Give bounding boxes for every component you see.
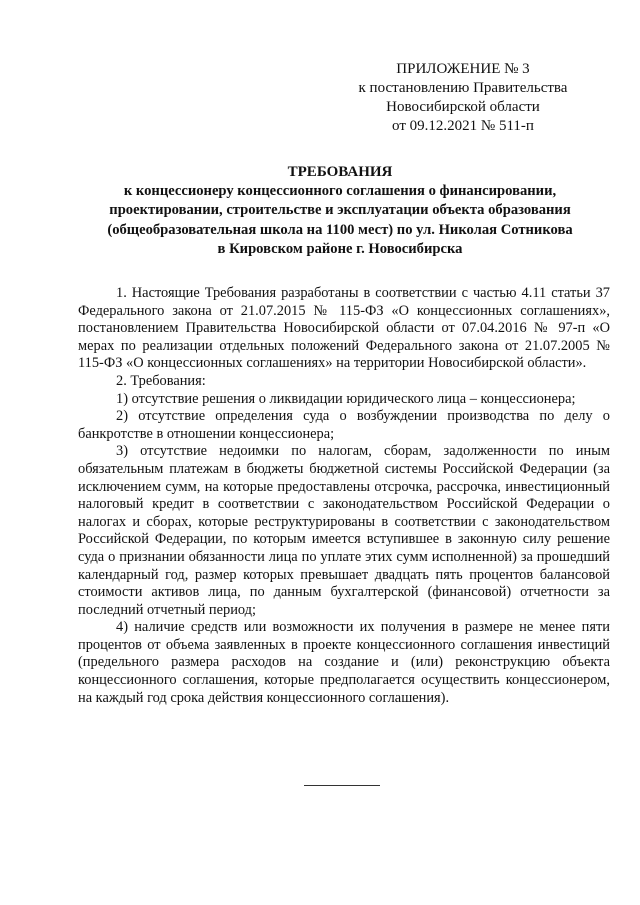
document-body	[78, 285, 610, 707]
end-divider	[304, 785, 380, 786]
title-line: в Кировском районе г. Новосибирска	[217, 240, 463, 257]
requirement-item-2: 2) отсутствие определения суда о возбуждении производства по делу о банкротстве в отношении концессионера;	[78, 408, 610, 442]
title-line: (общеобразовательная школа на 1100 мест) по ул. Николая Сотникова	[107, 221, 573, 238]
appendix-date: от 09.12.2021 № 511-п	[392, 118, 534, 134]
requirement-item-4: 4) наличие средств или возможности их получения в размере не менее пяти процентов от объема заявленных в проекте концессионного соглашения инвестиций (предельного размера расходов на создание и (или) реконструкцию объекта концессионного соглашения, которые предполагается осуществить концессионером, на каждый год срока действия концессионного соглашения).	[78, 619, 610, 706]
document-title	[70, 163, 610, 259]
title-heading: ТРЕБОВАНИЯ	[287, 164, 393, 180]
appendix-number: ПРИЛОЖЕНИЕ № 3	[396, 61, 530, 77]
paragraph-legal-basis: 1. Настоящие Требования разработаны в соответствии с частью 4.11 статьи 37 Федерального закона от 21.07.2015 № 115-ФЗ «О концессионных соглашениях», постановлением Правительства Новосибирской области от 07.04.2016 № 97-п «О мерах по реализации отдельных положений Федерального закона от 21.07.2005 № 115-ФЗ «О концессионных соглашениях» на территории Новосибирской области».	[78, 285, 610, 372]
appendix-region: Новосибирской области	[386, 99, 540, 115]
title-line: проектировании, строительстве и эксплуатации объекта образования	[109, 202, 571, 219]
paragraph-requirements-heading: 2. Требования:	[116, 372, 206, 389]
appendix-reference: к постановлению Правительства	[358, 80, 568, 96]
title-line: к концессионеру концессионного соглашения о финансировании,	[123, 183, 557, 200]
requirement-item-1: 1) отсутствие решения о ликвидации юридического лица – концессионера;	[116, 390, 576, 407]
appendix-header	[343, 60, 583, 136]
requirement-item-3: 3) отсутствие недоимки по налогам, сборам, задолженности по иным обязательным платежам в бюджеты бюджетной системы Российской Федерации (за исключением сумм, на которые предоставлены отсрочка, рассрочка, инвестиционный налоговый кредит в соответствии с законодательством Российской Федерации о налогах и сборах, которые реструктурированы в соответствии с законодательством Российской Федерации, по которым имеется вступившее в законную силу решение суда о признании обязанности лица по уплате этих сумм исполненной) за прошедший календарный год, размер которых превышает двадцать пять процентов балансовой стоимости активов лица, по данным бухгалтерской (финансовой) отчетности за последний отчетный период;	[78, 443, 610, 618]
